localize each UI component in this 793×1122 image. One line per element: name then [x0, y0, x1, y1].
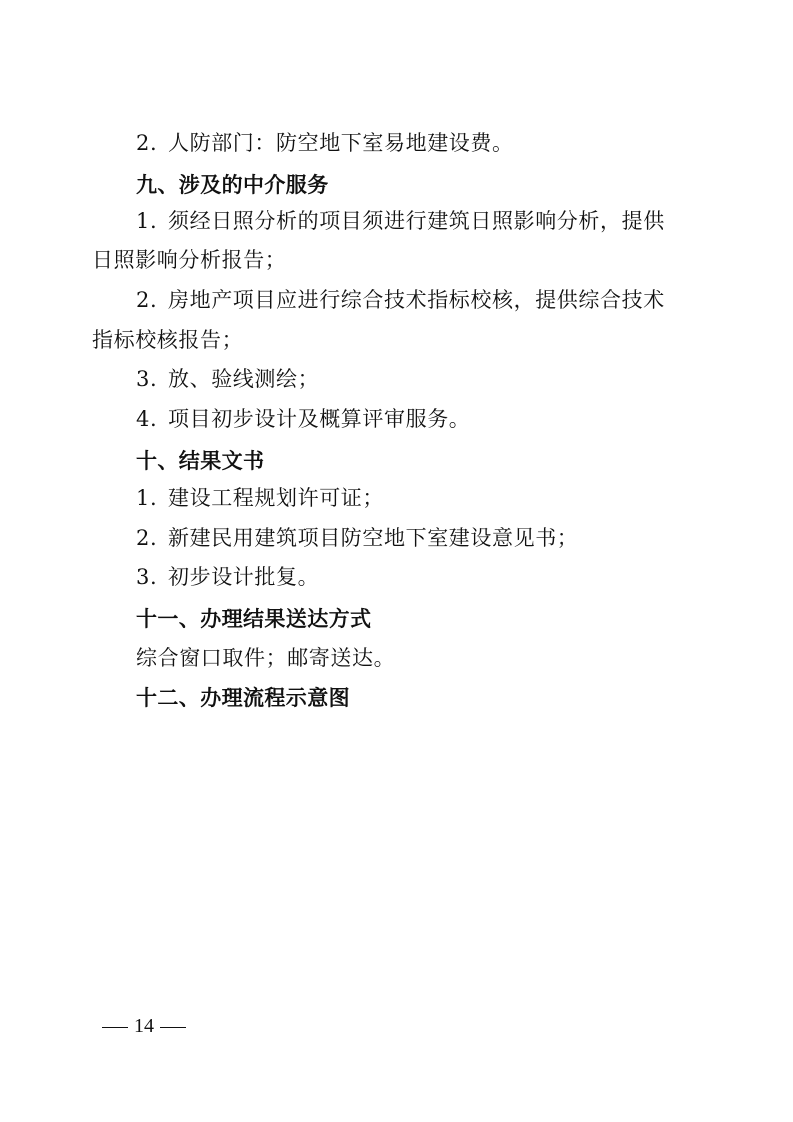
list-item	[136, 285, 751, 315]
list-item	[136, 562, 751, 592]
section-heading: 十一、办理结果送达方式	[136, 607, 372, 631]
item-text: 放、验线测绘；	[168, 367, 320, 391]
list-item-continuation: 指标校核报告；	[92, 328, 244, 352]
list-item	[136, 364, 751, 394]
item-number: 3.	[136, 565, 158, 589]
paragraph: 综合窗口取件；邮寄送达。	[136, 646, 396, 670]
section-heading: 九、涉及的中介服务	[136, 173, 329, 197]
list-item-continuation: 日照影响分析报告；	[92, 248, 287, 272]
section-heading: 十、结果文书	[136, 449, 265, 473]
list-item	[136, 523, 751, 553]
item-text: 须经日照分析的项目须进行建筑日照影响分析，提供	[168, 209, 665, 233]
item-text: 人防部门：防空地下室易地建设费。	[168, 131, 514, 155]
item-number: 1.	[136, 209, 158, 233]
footer-dash-right	[160, 1027, 186, 1028]
list-item	[136, 206, 751, 236]
page-footer	[96, 1012, 192, 1040]
item-text: 初步设计批复。	[168, 565, 320, 589]
item-number: 3.	[136, 367, 158, 391]
footer-dash-left	[102, 1027, 128, 1028]
list-item	[136, 483, 751, 513]
page-number: 14	[134, 1015, 154, 1037]
item-text: 项目初步设计及概算评审服务。	[168, 407, 471, 431]
item-number: 2.	[136, 288, 158, 312]
section-heading: 十二、办理流程示意图	[136, 686, 350, 710]
list-item	[136, 128, 751, 158]
item-number: 1.	[136, 486, 158, 510]
list-item	[136, 404, 751, 434]
item-text: 建设工程规划许可证；	[168, 486, 384, 510]
item-number: 2.	[136, 131, 158, 155]
item-number: 4.	[136, 407, 158, 431]
item-text: 新建民用建筑项目防空地下室建设意见书；	[168, 526, 579, 550]
item-text: 房地产项目应进行综合技术指标校核，提供综合技术	[168, 288, 665, 312]
item-number: 2.	[136, 526, 158, 550]
